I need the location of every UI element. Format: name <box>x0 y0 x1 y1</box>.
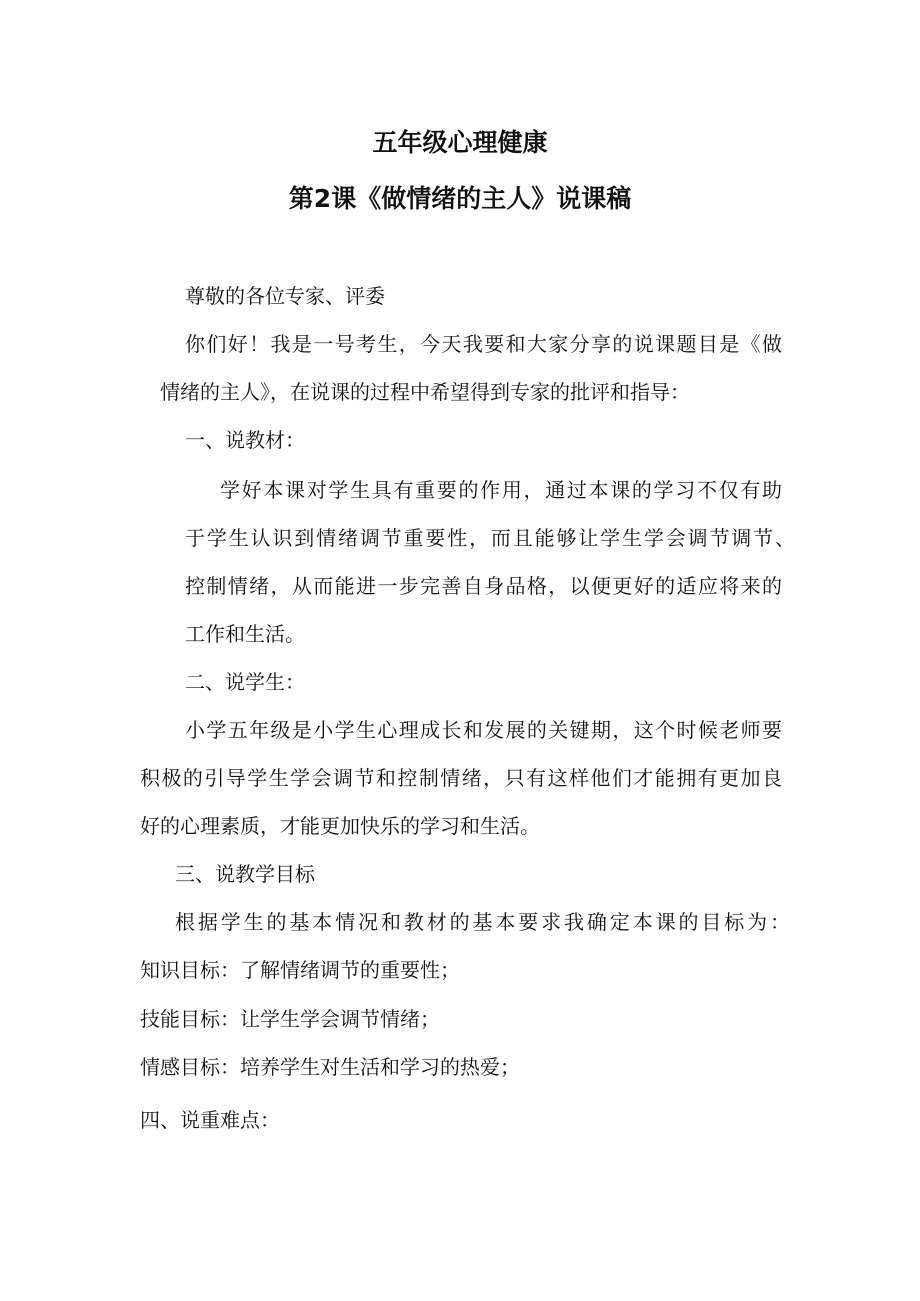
intro-paragraph-line: 情绪的主人》，在说课的过程中希望得到专家的批评和指导： <box>160 380 690 404</box>
emotion-goal-line: 情感目标：培养学生对生活和学习的热爱； <box>140 1055 520 1079</box>
students-paragraph-line: 好的心理素质，才能更加快乐的学习和生活。 <box>140 814 540 838</box>
students-paragraph-line: 小学五年级是小学生心理成长和发展的关键期，这个时候老师要 <box>185 718 782 742</box>
textbook-paragraph-line: 工作和生活。 <box>185 622 305 646</box>
document-subtitle: 第2课《做情绪的主人》说课稿 <box>288 184 632 213</box>
textbook-paragraph-line: 于学生认识到情绪调节重要性，而且能够让学生学会调节调节、 <box>185 526 795 550</box>
section-heading-students: 二、说学生： <box>185 670 305 694</box>
section-heading-goals: 三、说教学目标 <box>175 862 315 886</box>
document-title: 五年级心理健康 <box>372 128 548 157</box>
greeting-line: 尊敬的各位专家、评委 <box>185 284 385 308</box>
students-paragraph-line: 积极的引导学生学会调节和控制情绪，只有这样他们才能拥有更加良 <box>140 766 782 790</box>
section-heading-key-points: 四、说重难点： <box>140 1108 280 1132</box>
goals-intro-line: 根据学生的基本情况和教材的基本要求我确定本课的目标为： <box>175 910 790 934</box>
knowledge-goal-line: 知识目标：了解情绪调节的重要性； <box>140 958 460 982</box>
section-heading-textbook: 一、说教材： <box>185 428 305 452</box>
intro-paragraph-line: 你们好！我是一号考生，今天我要和大家分享的说课题目是《做 <box>185 332 782 356</box>
textbook-paragraph-line: 学好本课对学生具有重要的作用，通过本课的学习不仅有助 <box>220 478 782 502</box>
textbook-paragraph-line: 控制情绪，从而能进一步完善自身品格，以便更好的适应将来的 <box>185 574 782 598</box>
skill-goal-line: 技能目标：让学生学会调节情绪； <box>140 1007 440 1031</box>
